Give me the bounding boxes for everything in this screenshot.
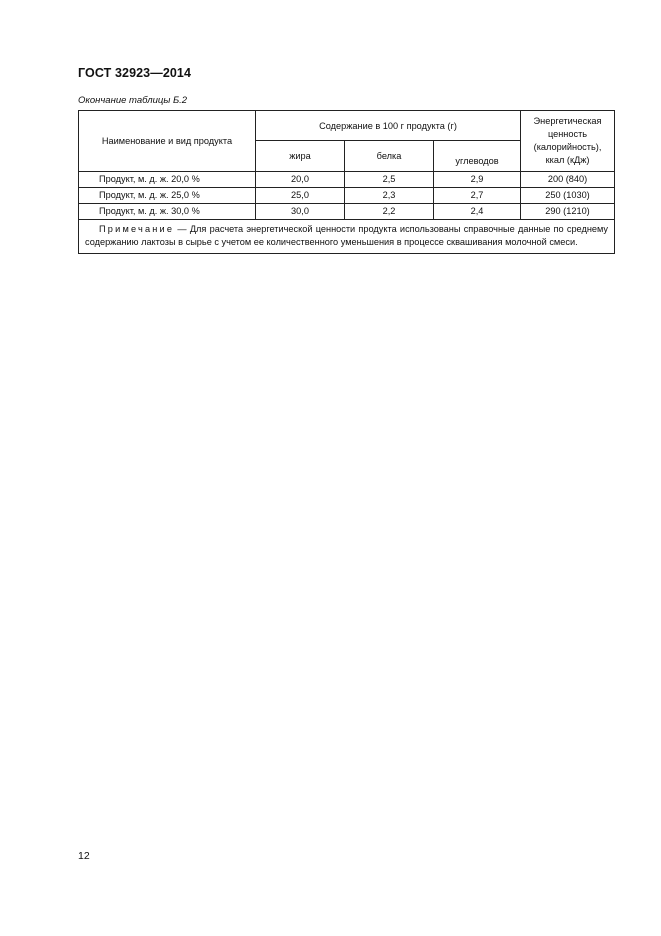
cell-fat: 20,0 — [256, 172, 345, 188]
cell-product-name: Продукт, м. д. ж. 25,0 % — [79, 188, 256, 204]
nutrition-table — [78, 110, 615, 254]
cell-carbs: 2,7 — [434, 188, 521, 204]
cell-product-name: Продукт, м. д. ж. 20,0 % — [79, 172, 256, 188]
header-carbs: углеводов — [434, 141, 521, 172]
table-row — [79, 188, 615, 204]
cell-carbs: 2,4 — [434, 204, 521, 220]
table-row — [79, 172, 615, 188]
cell-carbs: 2,9 — [434, 172, 521, 188]
cell-protein: 2,2 — [345, 204, 434, 220]
table-note — [79, 220, 615, 254]
header-protein: белка — [345, 141, 434, 172]
cell-energy: 250 (1030) — [521, 188, 615, 204]
note-label: Примечание — [99, 224, 175, 234]
table-caption: Окончание таблицы Б.2 — [78, 95, 188, 106]
cell-energy: 290 (1210) — [521, 204, 615, 220]
table-note-row — [79, 220, 615, 254]
document-code: ГОСТ 32923—2014 — [78, 66, 192, 80]
cell-protein: 2,5 — [345, 172, 434, 188]
header-energy: Энергетическая ценность (калорийность), ккал (кДж) — [521, 111, 615, 172]
header-product-name: Наименование и вид продукта — [79, 111, 256, 172]
cell-fat: 25,0 — [256, 188, 345, 204]
header-fat: жира — [256, 141, 345, 172]
cell-product-name: Продукт, м. д. ж. 30,0 % — [79, 204, 256, 220]
page-number: 12 — [78, 850, 90, 862]
cell-protein: 2,3 — [345, 188, 434, 204]
table-row — [79, 204, 615, 220]
header-content-group: Содержание в 100 г продукта (г) — [256, 111, 521, 141]
note-text: — Для расчета энергетической ценности продукта использованы справочные данные по среднему содержанию лактозы в сырье с учетом ее количественного уменьшения в процессе сквашивания молочной смеси. — [85, 224, 609, 247]
cell-energy: 200 (840) — [521, 172, 615, 188]
cell-fat: 30,0 — [256, 204, 345, 220]
